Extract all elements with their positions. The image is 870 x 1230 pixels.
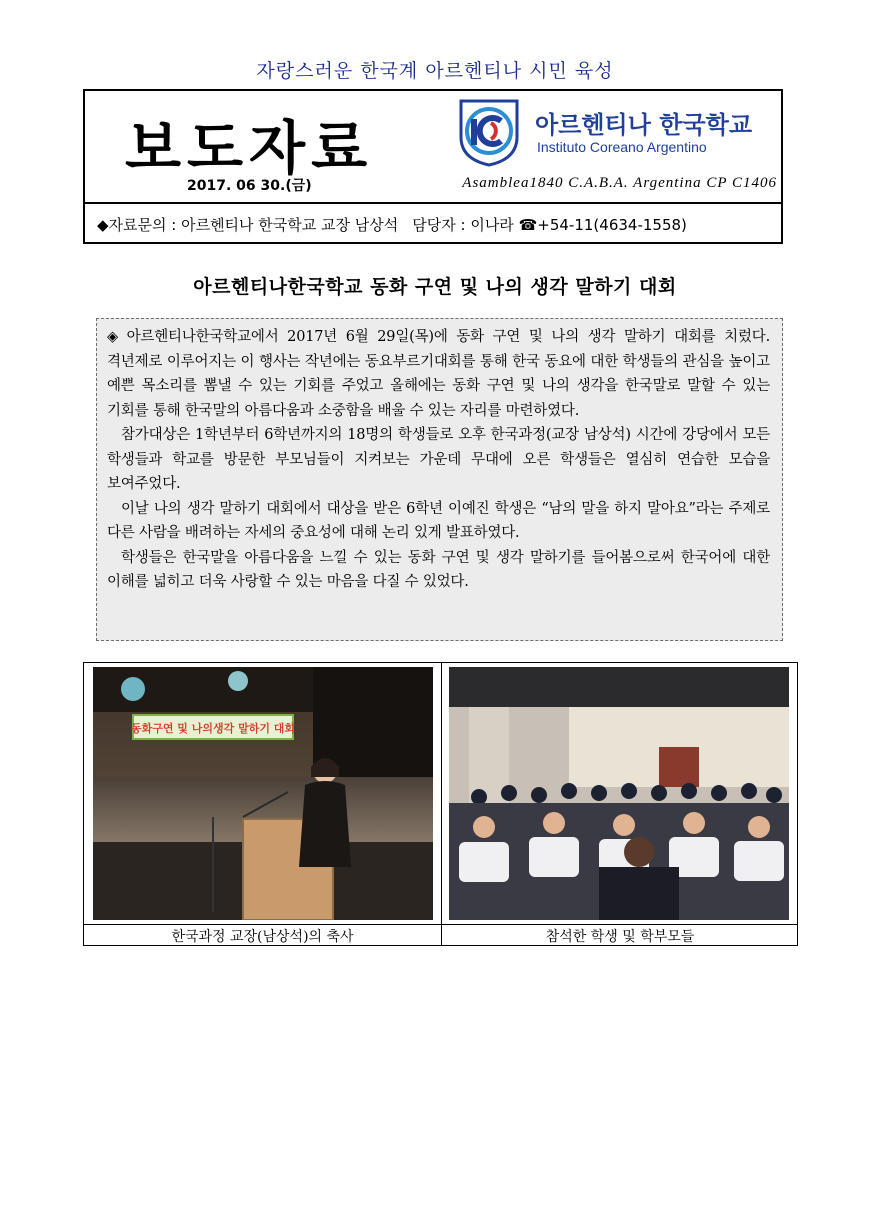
stage-banner-text: 동화구연 및 나의생각 말하기 대회 bbox=[130, 722, 296, 735]
school-name-korean: 아르헨티나 한국학교 bbox=[535, 111, 753, 139]
photo-caption: 참석한 학생 및 학부모들 bbox=[545, 929, 695, 945]
article-paragraph: 이날 나의 생각 말하기 대회에서 대상을 받은 6학년 이예진 학생은 “남의 말을 하지 말아요”라는 주제로 다른 사람을 배려하는 자세의 중요성에 대해 논리 있게 발표하였다. bbox=[107, 500, 770, 541]
slogan: 자랑스러운 한국계 아르헨티나 시민 육성 bbox=[256, 60, 614, 82]
contact-line bbox=[97, 214, 687, 235]
article-paragraph: ◈ 아르헨티나한국학교에서 2017년 6월 29일(목)에 동화 구연 및 나의 생각 말하기 대회를 치렀다. 격년제로 이루어지는 이 행사는 작년에는 동요부르기대회를 통해 한국 동요에 대한 학생들의 관심을 높이고 예쁜 목소리를 뽐낼 수 있는 기회를 주었고 올해에는 동화 구연 및 나의 생각을 한국말로 말할 수 있는 기회를 통해 한국말의 아름다움과 소중함을 배울 수 있는 자리를 마련하였다. bbox=[107, 329, 770, 419]
article-paragraph: 학생들은 한국말을 아름다움을 느낄 수 있는 동화 구연 및 생각 말하기를 들어봄으로써 한국어에 대한 이해를 넓히고 더욱 사랑할 수 있는 마음을 다질 수 있었다. bbox=[107, 549, 770, 590]
school-emblem-icon bbox=[457, 97, 521, 167]
press-release-title: 보도자료 bbox=[125, 114, 374, 182]
press-header bbox=[83, 89, 783, 244]
school-address: Asamblea1840 C.A.B.A. Argentina CP C1406 bbox=[462, 175, 777, 191]
release-date: 2017. 06 30.(금) bbox=[187, 178, 312, 194]
speech-photo bbox=[93, 667, 433, 920]
article-paragraph: 참가대상은 1학년부터 6학년까지의 18명의 학생들로 오후 한국과정(교장 남상석) 시간에 강당에서 모든 학생들과 학교를 방문한 부모님들이 지켜보는 가운데 무대에 오른 학생들은 열심히 연습한 모습을 보여주었다. bbox=[107, 427, 770, 492]
school-name-spanish: Instituto Coreano Argentino bbox=[537, 139, 707, 155]
article-title: 아르헨티나한국학교 동화 구연 및 나의 생각 말하기 대회 bbox=[193, 276, 677, 298]
contact-person: 담당자 : 이나라 bbox=[412, 216, 514, 234]
photo-table bbox=[83, 662, 798, 946]
contact-label: ◆자료문의 : 아르헨티나 한국학교 교장 남상석 bbox=[97, 216, 399, 234]
article-body bbox=[96, 318, 783, 641]
photo-caption: 한국과정 교장(남상석)의 축사 bbox=[171, 929, 354, 945]
audience-photo bbox=[449, 667, 789, 920]
header-divider bbox=[85, 202, 781, 204]
contact-phone: ☎+54-11(4634-1558) bbox=[518, 216, 687, 234]
